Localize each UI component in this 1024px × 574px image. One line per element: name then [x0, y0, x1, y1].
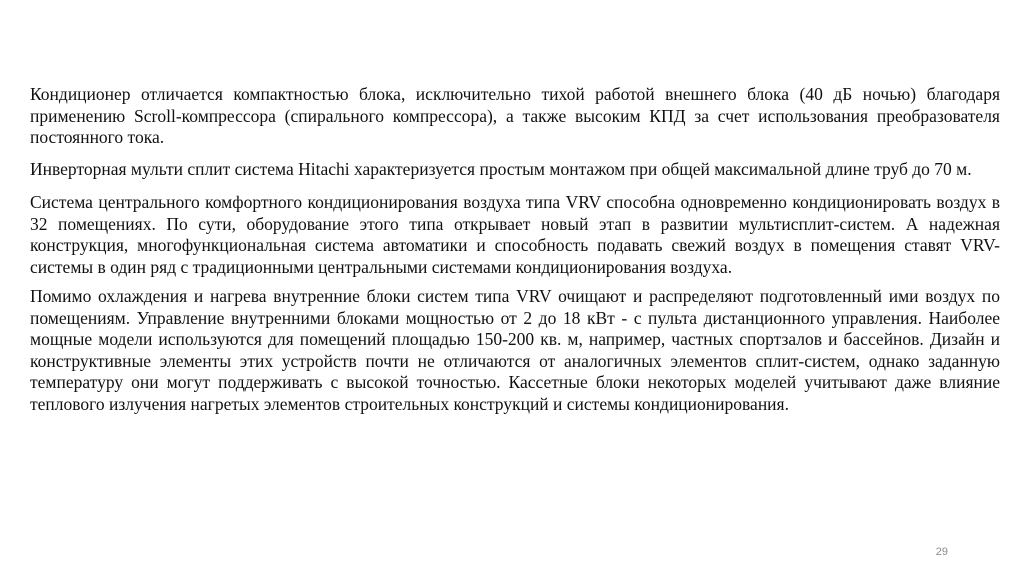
- paragraph-compressor: Кондиционер отличается компактностью блока, исключительно тихой работой внешнего блока (40 дБ ночью) благодаря применению Scroll-компрессора (спирального компрессора), а также высоким КПД за счет использования преобразователя постоянного тока.: [30, 84, 1000, 147]
- paragraph-hitachi: Инверторная мульти сплит система Hitachi характеризуется простым монтажом при общей максимальной длине труб до 70 м.: [30, 158, 972, 179]
- text-body: [30, 84, 1000, 425]
- paragraph-indoor-units: Помимо охлаждения и нагрева внутренние блоки систем типа VRV очищают и распределяют подготовленный ими воздух по помещениям. Управление внутренними блоками мощностью от 2 до 18 кВт - с пульта дистанционного управления. Наиболее мощные модели используются для помещений площадью 150-200 кв. м, например, частных спортзалов и бассейнов. Дизайн и конструктивные элементы этих устройств почти не отличаются от аналогичных элементов сплит-систем, однако заданную температуру они могут поддерживать с высокой точностью. Кассетные блоки некоторых моделей учитывают даже влияние теплового излучения нагретых элементов строительных конструкций и системы кондиционирования.: [30, 286, 1000, 414]
- page-number: 29: [935, 546, 948, 558]
- paragraph-vrv-system: Система центрального комфортного кондиционирования воздуха типа VRV способна одновременно кондиционировать воздух в 32 помещениях. По сути, оборудование этого типа открывает новый этап в развитии мультисплит-систем. А надежная конструкция, многофункциональная система автоматики и способность подавать свежий воздух в помещения ставят VRV-системы в один ряд с традиционными центральными системами кондиционирования воздуха.: [30, 192, 1000, 277]
